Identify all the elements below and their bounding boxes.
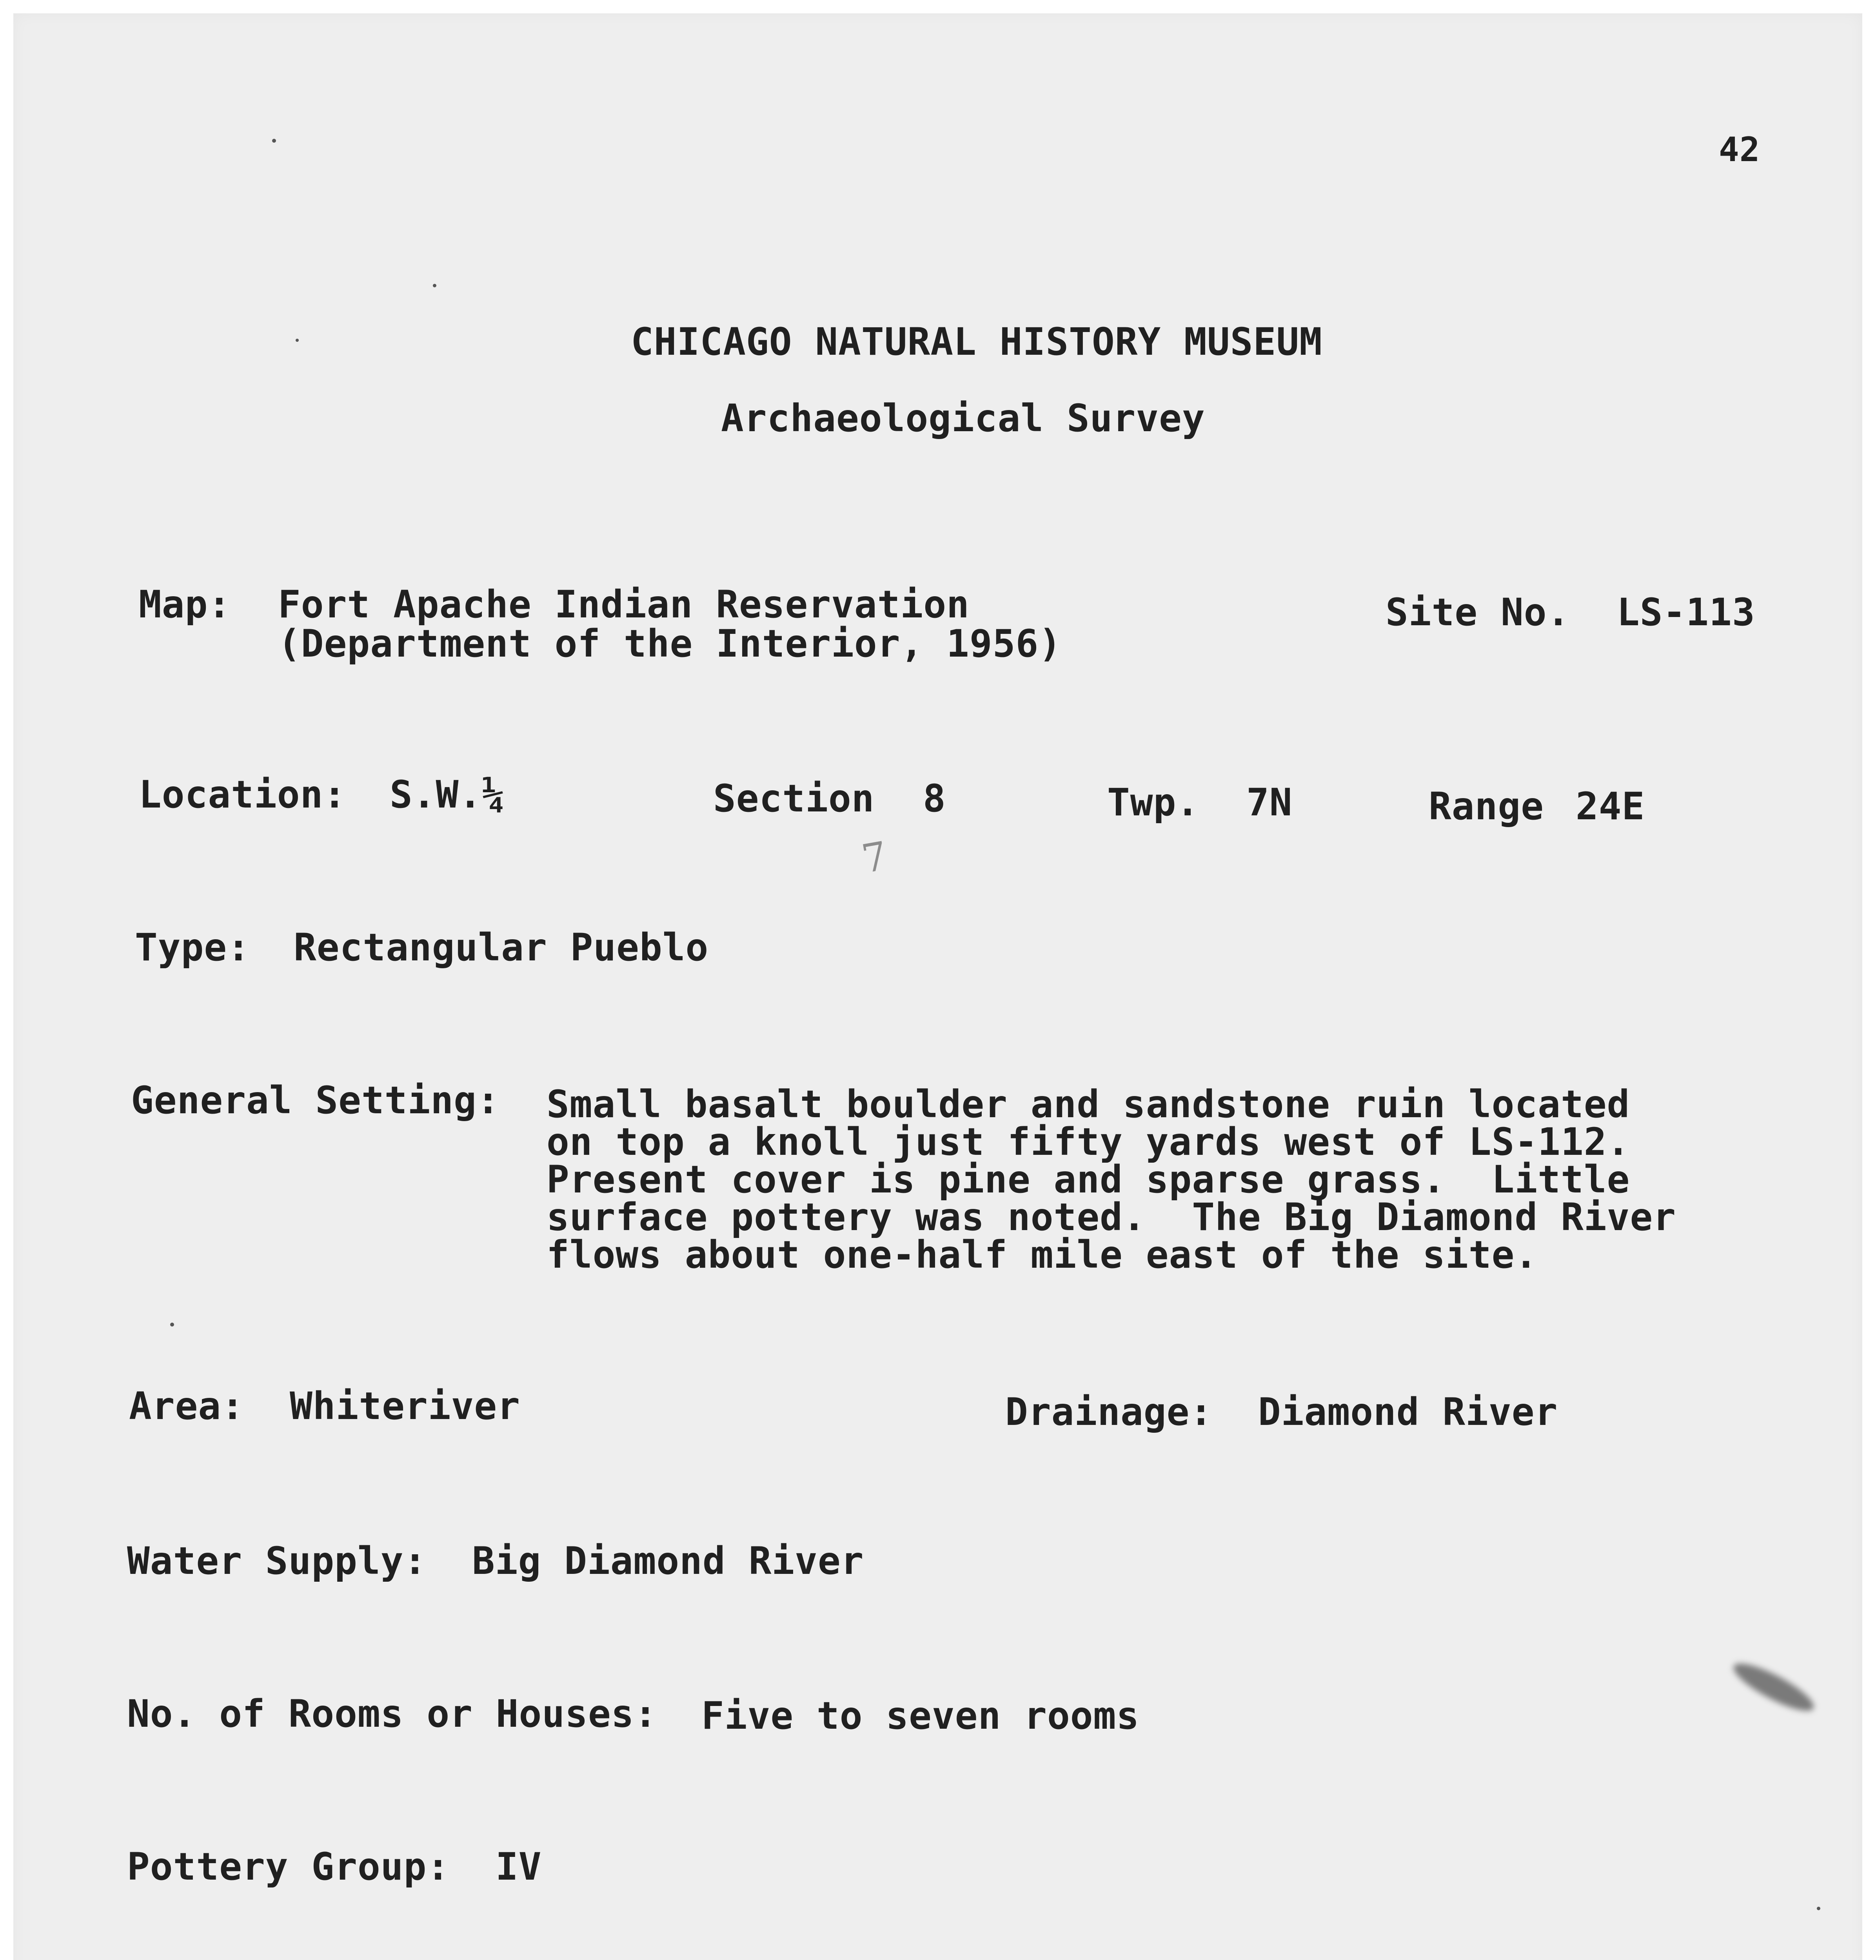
scan-speck <box>1817 1907 1820 1910</box>
type-label: Type: <box>135 926 250 969</box>
township-value: 7N <box>1246 780 1293 824</box>
type-value: Rectangular Pueblo <box>294 926 709 969</box>
drainage-label: Drainage: <box>1005 1390 1213 1434</box>
general-setting-line: surface pottery was noted. The Big Diamond River <box>547 1195 1676 1239</box>
drainage-value: Diamond River <box>1258 1390 1558 1434</box>
location-label: Location: <box>139 773 347 817</box>
rooms-value: Five to seven rooms <box>701 1694 1140 1738</box>
institution-heading: CHICAGO NATURAL HISTORY MUSEUM <box>631 320 1322 364</box>
pottery-group-label: Pottery Group: <box>127 1845 450 1889</box>
area-value: Whiteriver <box>290 1384 520 1428</box>
site-number-value: LS-113 <box>1617 590 1755 634</box>
water-supply-label: Water Supply: <box>127 1539 427 1583</box>
section-value: 8 <box>923 777 946 820</box>
general-setting-line: Small basalt boulder and sandstone ruin located <box>547 1082 1630 1126</box>
scan-speck <box>296 339 299 342</box>
general-setting-text <box>547 1082 1676 1277</box>
survey-subheading: Archaeological Survey <box>721 396 1205 440</box>
site-number-label: Site No. <box>1386 590 1570 634</box>
handwritten-section-correction: 7 <box>858 833 891 882</box>
general-setting-label: General Setting: <box>131 1078 500 1122</box>
range-label: Range <box>1429 784 1544 828</box>
scan-speck <box>433 284 436 287</box>
general-setting-line: Present cover is pine and sparse grass. Little <box>547 1158 1630 1201</box>
map-line-1: Fort Apache Indian Reservation <box>278 583 970 626</box>
scan-speck <box>170 1323 174 1327</box>
range-value: 24E <box>1576 784 1645 828</box>
pottery-group-value: IV <box>496 1845 542 1889</box>
section-label: Section <box>713 777 875 820</box>
scan-speck <box>272 139 276 143</box>
water-supply-value: Big Diamond River <box>472 1539 864 1583</box>
general-setting-line: flows about one-half mile east of the site. <box>547 1233 1538 1277</box>
map-label: Map: <box>139 583 231 626</box>
rooms-label: No. of Rooms or Houses: <box>127 1692 657 1736</box>
scan-smudge <box>1728 1656 1819 1719</box>
area-label: Area: <box>129 1384 244 1428</box>
document-page <box>13 13 1862 1960</box>
general-setting-line: on top a knoll just fifty yards west of LS-112. <box>547 1120 1630 1164</box>
township-label: Twp. <box>1107 780 1200 824</box>
location-value: S.W.¼ <box>390 773 505 817</box>
page-number: 42 <box>1719 130 1760 169</box>
map-line-2: (Department of the Interior, 1956) <box>278 622 1062 666</box>
